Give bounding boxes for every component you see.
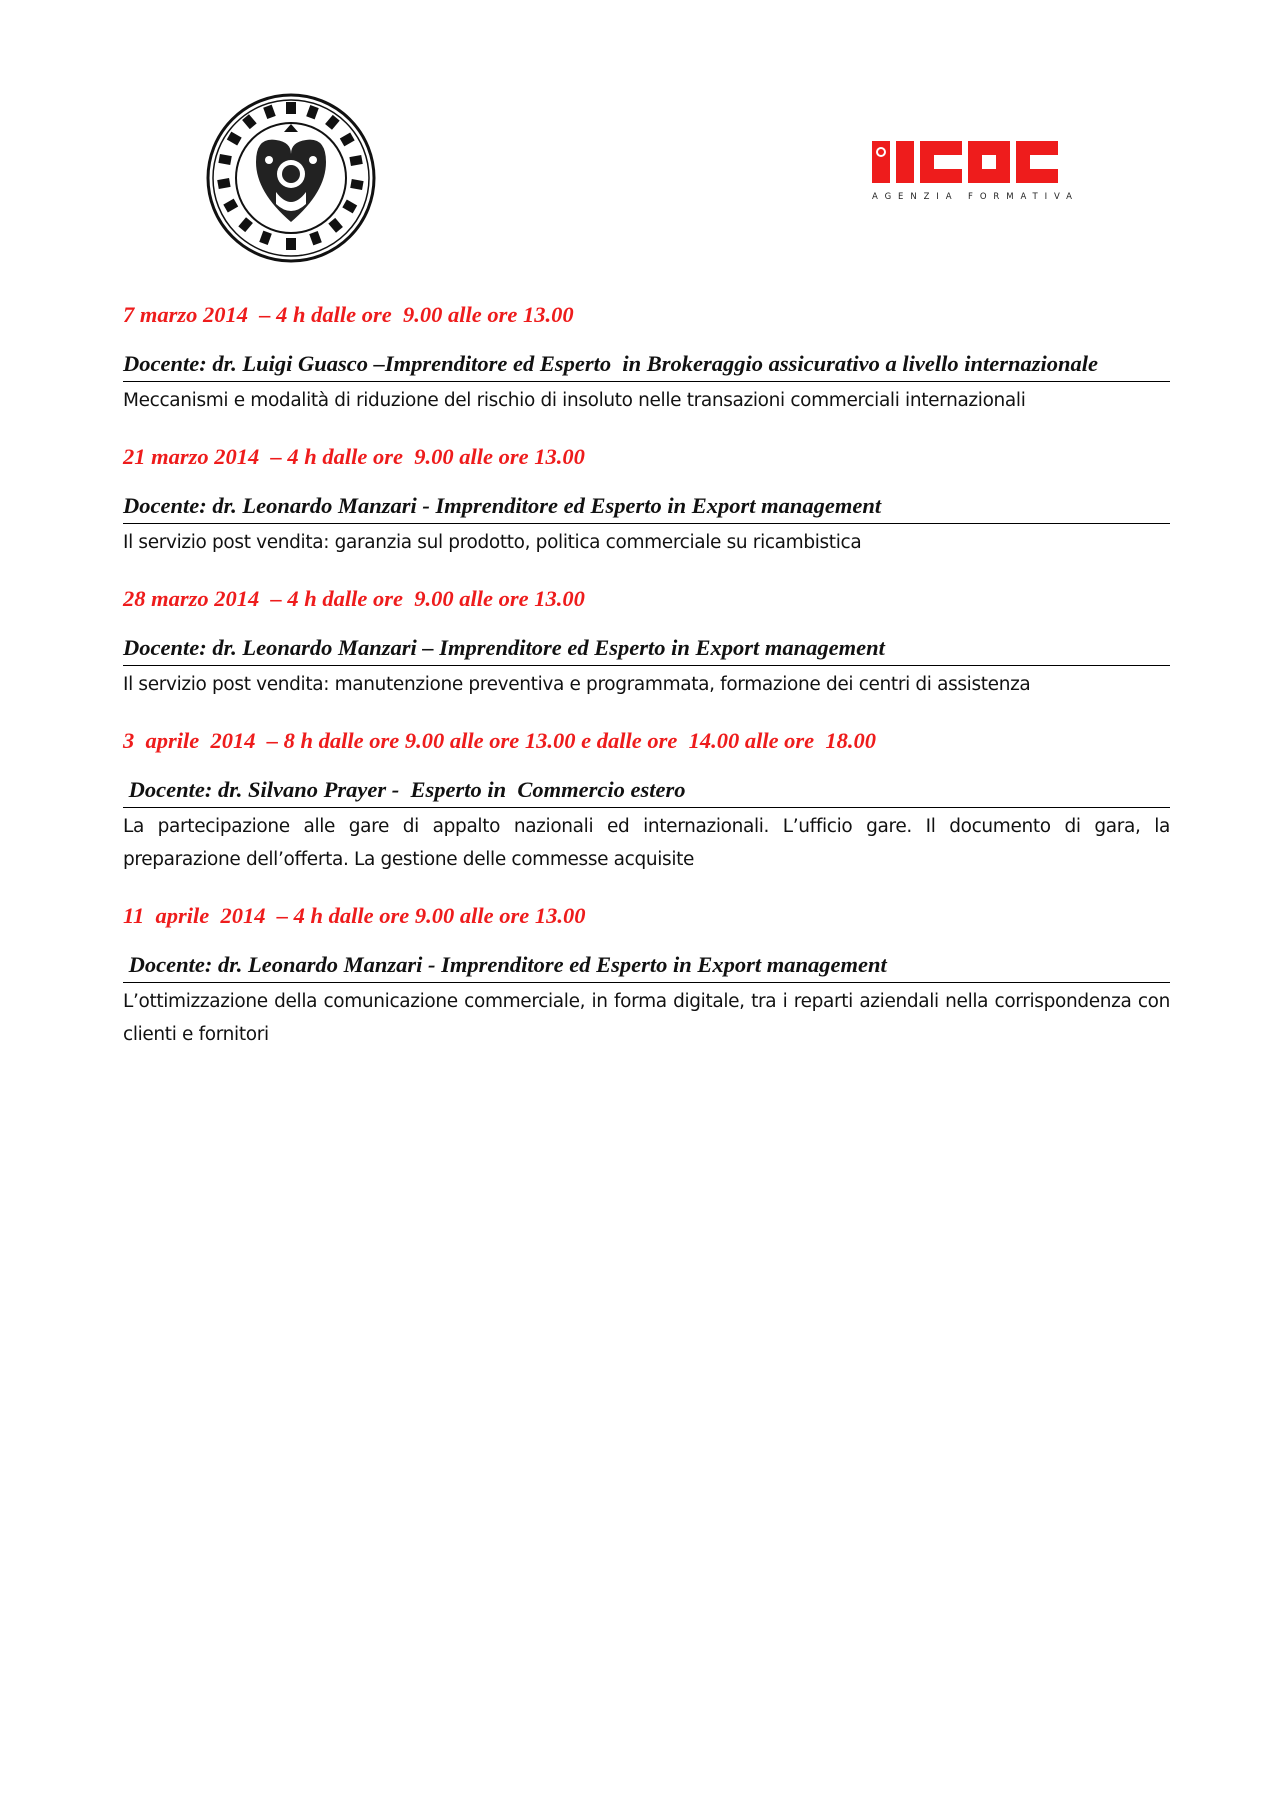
session-topic: La partecipazione alle gare di appalto nazionali ed internazionali. L’ufficio gare. Il documento di gara, la preparazione dell’offerta. La gestione delle commesse acquisite [123,816,1170,870]
session-teacher: Docente: dr. Silvano Prayer - Esperto in Commercio estero [123,774,1170,808]
session-block [123,442,1170,559]
session-teacher: Docente: dr. Leonardo Manzari - Imprenditore ed Esperto in Export management [123,490,1170,524]
session-topic: Meccanismi e modalità di riduzione del rischio di insoluto nelle transazioni commerciali internazionali [123,390,1026,411]
session-topic: L’ottimizzazione della comunicazione commerciale, in forma digitale, tra i reparti aziendali nella corrispondenza con clienti e fornitori [123,991,1170,1045]
schedule [123,300,1170,1076]
session-block [123,584,1170,701]
session-teacher: Docente: dr. Leonardo Manzari – Imprenditore ed Esperto in Export management [123,632,1170,666]
session-date: 7 marzo 2014 – 4 h dalle ore 9.00 alle ore 13.00 [123,302,574,327]
session-block [123,726,1170,876]
session-topic: Il servizio post vendita: manutenzione preventiva e programmata, formazione dei centri di assistenza [123,674,1031,695]
session-teacher: Docente: dr. Luigi Guasco –Imprenditore ed Esperto in Brokeraggio assicurativo a livello internazionale [123,348,1170,382]
session-date: 11 aprile 2014 – 4 h dalle ore 9.00 alle ore 13.00 [123,903,586,928]
session-block [123,901,1170,1051]
session-teacher: Docente: dr. Leonardo Manzari - Imprenditore ed Esperto in Export management [123,949,1170,983]
icoc-logo-icon [872,141,1082,211]
icoc-tagline: AGENZIA FORMATIVA [872,192,1079,202]
seal-emblem-icon [206,92,376,264]
session-date: 3 aprile 2014 – 8 h dalle ore 9.00 alle ore 13.00 e dalle ore 14.00 alle ore 18.00 [123,728,877,753]
session-date: 21 marzo 2014 – 4 h dalle ore 9.00 alle ore 13.00 [123,444,585,469]
session-date: 28 marzo 2014 – 4 h dalle ore 9.00 alle ore 13.00 [123,586,585,611]
session-block [123,300,1170,417]
session-topic: Il servizio post vendita: garanzia sul prodotto, politica commerciale su ricambistica [123,532,862,553]
